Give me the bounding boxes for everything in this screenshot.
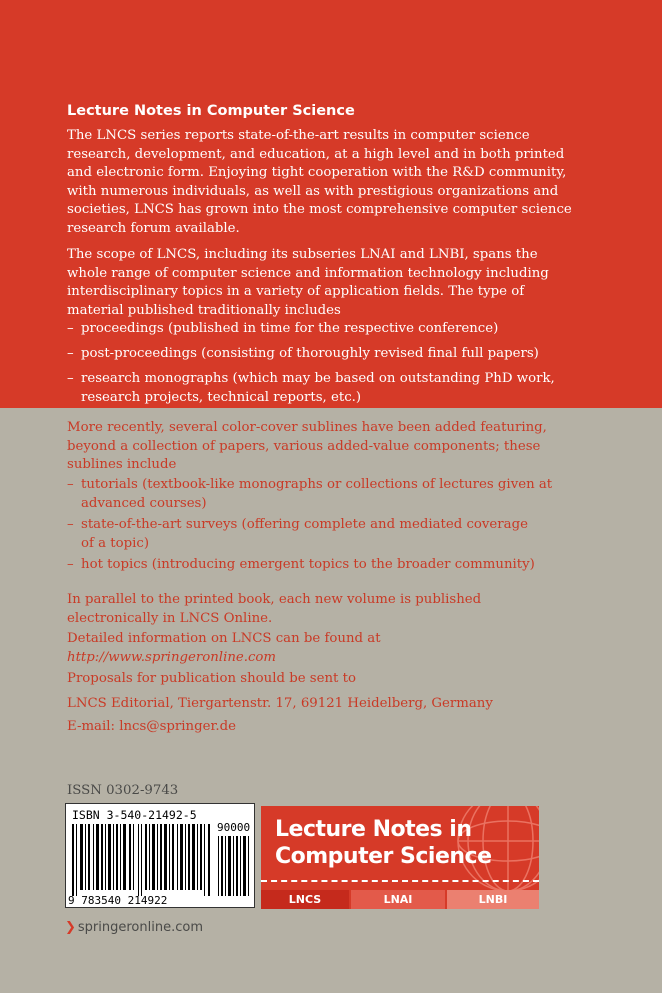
text-line: interdisciplinary topics in a variety of application fields. The type of [67,284,525,299]
issn-label: ISSN 0302-9743 [67,783,179,798]
text-line: beyond a collection of papers, various added-value components; these [67,438,541,454]
logo-dashed-divider [261,880,539,882]
website-link[interactable]: http://www.springeronline.com [67,649,277,665]
list-item-text: proceedings (published in time for the respective conference) [81,321,499,336]
isbn-text: ISBN 3-540-21492-5 [72,808,197,822]
tab-lnbi: LNBI [447,890,539,909]
springer-footer[interactable] [65,920,203,935]
text-line: with numerous individuals, as well as with prestigious organizations and [67,183,559,199]
text-line: research forum available. [67,220,240,236]
addon-number: 90000 [217,821,251,834]
text-line: material published traditionally includes [67,302,341,318]
list-item: – tutorials (textbook-like monographs or collections of lectures given at advanced courses) [67,476,587,513]
list-item: – state-of-the-art surveys (offering complete and mediated coverage of a topic) [67,516,587,553]
isbn-barcode [65,803,255,908]
logo-title-line: Lecture Notes in [275,817,472,842]
list-item: – post-proceedings (consisting of thoroughly revised final full papers) [67,345,587,364]
lncs-logo [261,806,539,909]
text-line: The scope of LNCS, including its subseries LNAI and LNBI, spans the [67,247,538,262]
text-line: and electronic form. Enjoying tight cooperation with the R&D community, [67,165,567,180]
list-item-text: state-of-the-art surveys (offering complete and mediated coverage [81,517,528,532]
series-heading: Lecture Notes in Computer Science [67,103,355,119]
addon-bars [218,836,250,896]
text-line: societies, LNCS has grown into the most comprehensive computer science [67,202,572,217]
list-item: – hot topics (introducing emergent topics to the broader community) [67,556,587,575]
text-line: electronically in LNCS Online. [67,610,273,626]
text-line: research, development, and education, at a high level and in both printed [67,146,565,162]
list-item: – proceedings (published in time for the respective conference) [67,320,587,339]
sublines-paragraph [67,419,587,475]
list-item-text: advanced courses) [81,495,207,511]
address-line: LNCS Editorial, Tiergartenstr. 17, 69121 Heidelberg, Germany [67,696,493,711]
logo-title-line: Computer Science [275,844,492,869]
tab-lncs: LNCS [261,890,349,909]
text-line: The LNCS series reports state-of-the-art results in computer science [67,128,530,143]
text-line: Detailed information on LNCS can be found at [67,631,381,646]
text-line: In parallel to the printed book, each new volume is published [67,592,482,607]
online-paragraph [67,591,587,628]
list-item: – research monographs (which may be based on outstanding PhD work, research projects, technical reports, etc.) [67,370,587,407]
intro-paragraph [67,127,587,238]
list-item-text: post-proceedings (consisting of thoroughly revised final full papers) [81,346,539,361]
list-item-text: of a topic) [81,535,150,551]
ean-number: 9 783540 214922 [68,894,168,907]
email-line: E-mail: lncs@springer.de [67,719,236,734]
detail-paragraph [67,630,587,667]
chevron-right-icon: ❯ [65,920,76,935]
springer-url: springeronline.com [77,920,203,935]
text-line: whole range of computer science and information technology including [67,265,549,281]
logo-title [275,816,492,870]
tab-lnai: LNAI [351,890,445,909]
text-line: sublines include [67,457,177,472]
list-item-text: research monographs (which may be based on outstanding PhD work, [81,371,555,386]
proposals-line: Proposals for publication should be sent to [67,671,356,686]
text-line: More recently, several color-cover sublines have been added featuring, [67,420,547,435]
list-item-text: hot topics (introducing emergent topics to the broader community) [81,557,535,572]
scope-paragraph [67,246,587,320]
list-item-text: tutorials (textbook-like monographs or collections of lectures given at [81,477,553,492]
list-item-text: research projects, technical reports, etc.) [81,389,362,405]
barcode-bars [72,824,212,896]
